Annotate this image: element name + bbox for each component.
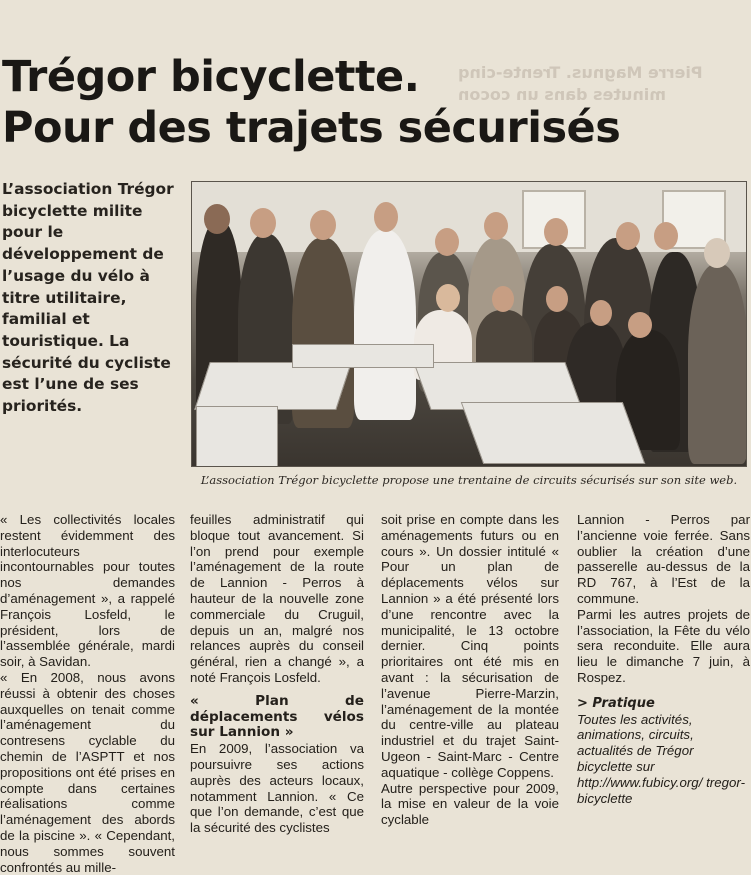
photo-table [461, 402, 646, 464]
paragraph: « En 2008, nous avons réussi à obtenir des choses auxquelles on tenait comme l’aménagement du contresens cyclable du chemin de l’ASPTT et nos propositions ont été prises en compte dans certaines réalisations comme l’aménagement des abords de la piscine ». « Cependant, nous sommes souvent confrontés au mille- [0, 669, 175, 875]
photo-head [628, 312, 652, 338]
paragraph: En 2009, l’association va poursuivre ses actions auprès des acteurs locaux, notamment Lannion. « Ce que l’on demande, c’est que la sécurité des cyclistes [190, 741, 364, 836]
photo-person [354, 230, 416, 420]
photo-head [484, 212, 508, 240]
photo-head [436, 284, 460, 312]
photo-table [194, 362, 352, 410]
photo-head [616, 222, 640, 250]
photo-table [196, 406, 278, 467]
photo-head [704, 238, 730, 268]
paragraph: Parmi les autres projets de l’association, la Fête du vélo sera reconduite. Elle aura lieu le dimanche 7 juin, à Rospez. [577, 606, 750, 685]
headline-line-2: Pour des trajets sécurisés [2, 103, 621, 153]
photo-head [204, 204, 230, 234]
bleed-through-line-2: minutes dans un cocon [458, 85, 666, 104]
article-column-3 [381, 512, 559, 828]
article-column-1 [0, 512, 175, 875]
photo-head [544, 218, 568, 246]
bleed-through-line-1: Pierre Magnus. Trente-cinq [458, 63, 703, 82]
paragraph: Autre perspective pour 2009, la mise en valeur de la voie cyclable [381, 780, 559, 828]
photo-head [250, 208, 276, 238]
photo-table [292, 344, 434, 368]
photo-head [374, 202, 398, 232]
paragraph: soit prise en compte dans les aménagements futurs ou en cours ». Un dossier intitulé « Pour un plan de déplacements vélos sur Lannion » a été présenté lors d’une rencontre avec la municipalité, le 13 octobre dernier. Cinq points prioritaires ont été mis en avant : la sécurisation de l’avenue Pierre-Marzin, l’aménagement de la montée du centre-ville au plateau industriel et du trajet Saint-Ugeon - Saint-Marc - Centre aquatique - collège Coppens. [381, 512, 559, 780]
article-headline [2, 52, 747, 154]
photo-caption: L’association Trégor bicyclette propose une trentaine de circuits sécurisés sur son site web. [200, 473, 738, 487]
paragraph: Lannion - Perros par l’ancienne voie ferrée. Sans oublier la création d’une passerelle au-dessus de la RD 767, à l’Est de la commune. [577, 512, 750, 606]
photo-head [590, 300, 612, 326]
group-photo [191, 181, 747, 467]
photo-person [688, 264, 747, 464]
paragraph: « Les collectivités locales restent évidemment des interlocuteurs incontournables pour toutes nos demandes d’aménagement », a rappelé François Losfeld, le président, lors de l’assemblée générale, mardi soir, à Savidan. [0, 512, 175, 670]
photo-head [492, 286, 514, 312]
pratique-heading: > Pratique [577, 695, 655, 711]
article-intro: L’association Trégor bicyclette milite pour le développement de l’usage du vélo à titre utilitaire, familial et touristique. La sécurité du cycliste est l’une de ses priorités. [2, 180, 174, 416]
subheading: « Plan de déplacements vélos sur Lannion » [190, 692, 364, 741]
pratique-body: Toutes les activités, animations, circuits, actualités de Trégor bicyclette sur http://www.fubicy.org/ tregor-bicyclette [577, 711, 746, 806]
headline-line-1: Trégor bicyclette. [2, 52, 420, 102]
photo-head [546, 286, 568, 312]
photo-head [310, 210, 336, 240]
article-column-2 [190, 512, 364, 836]
photo-head [654, 222, 678, 250]
article-column-4 [577, 512, 750, 806]
photo-head [435, 228, 459, 256]
paragraph: feuilles administratif qui bloque tout avancement. Si l’on prend pour exemple l’aménagement de la route de Lannion - Perros à hauteur de la nouvelle zone commerciale du Cruguil, depuis un an, malgré nos relances auprès du conseil général, rien a changé », a noté François Losfeld. [190, 512, 364, 685]
